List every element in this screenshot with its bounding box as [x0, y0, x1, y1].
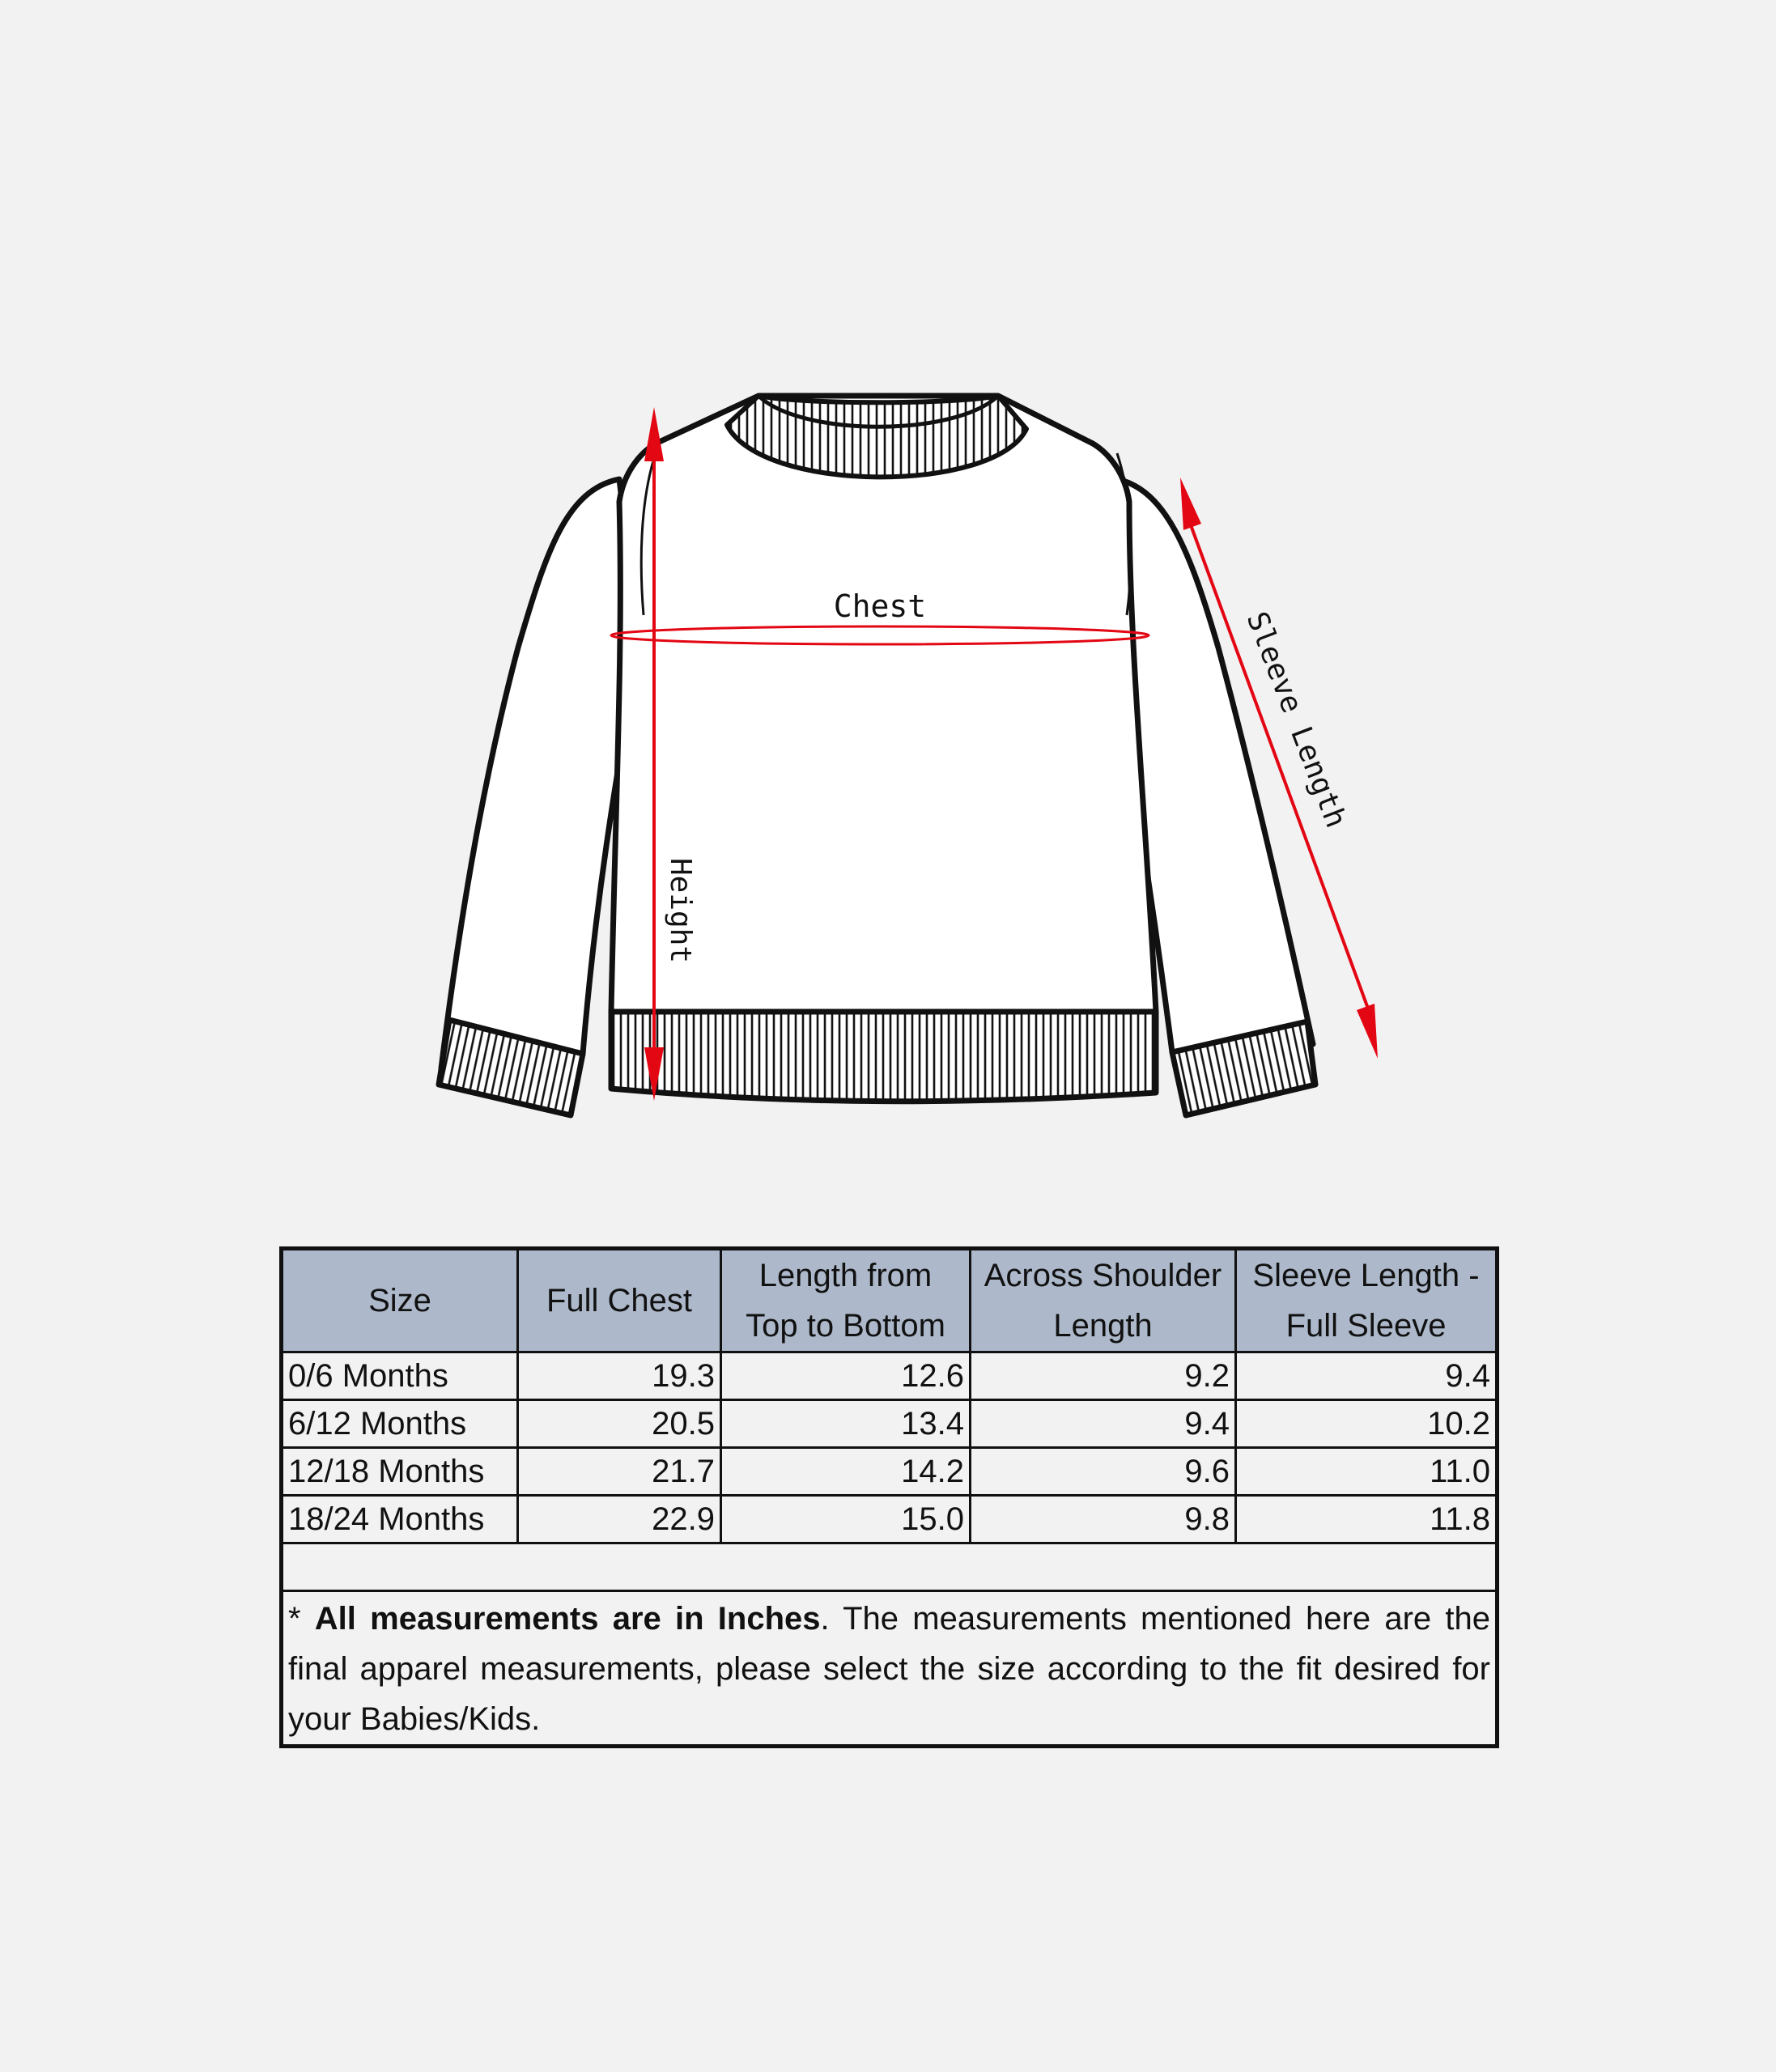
header-size: Size: [282, 1249, 518, 1352]
cell-length: 14.2: [721, 1448, 971, 1496]
sleeve-arrow-top-head: [1180, 478, 1201, 530]
cell-sleeve: 11.0: [1236, 1448, 1498, 1496]
header-full-chest: Full Chest: [518, 1249, 721, 1352]
cell-chest: 20.5: [518, 1400, 721, 1448]
table-blank-row: [282, 1543, 1498, 1591]
cell-shoulder: 9.6: [971, 1448, 1236, 1496]
table-row: [282, 1448, 1498, 1496]
header-across-shoulder: Across Shoulder Length: [971, 1249, 1236, 1352]
cell-length: 13.4: [721, 1400, 971, 1448]
header-length: Length from Top to Bottom: [721, 1249, 971, 1352]
waistband-rib: [611, 1012, 1156, 1102]
cell-sleeve: 11.8: [1236, 1496, 1498, 1543]
cell-length: 12.6: [721, 1352, 971, 1400]
table-row: [282, 1496, 1498, 1543]
cell-shoulder: 9.2: [971, 1352, 1236, 1400]
cell-sleeve: 10.2: [1236, 1400, 1498, 1448]
table-row: [282, 1400, 1498, 1448]
note-text: . The measurements mentioned here are the final apparel measurements, please select the size according to the fit desired for your Babies/Kids.: [288, 1601, 1490, 1737]
blank-cell: [282, 1543, 1498, 1591]
cell-shoulder: 9.4: [971, 1400, 1236, 1448]
cell-sleeve: 9.4: [1236, 1352, 1498, 1400]
cell-chest: 21.7: [518, 1448, 721, 1496]
header-sleeve-length: Sleeve Length - Full Sleeve: [1236, 1249, 1498, 1352]
cell-shoulder: 9.8: [971, 1496, 1236, 1543]
sleeve-arrow-bottom-head: [1357, 1004, 1378, 1059]
measurement-note: [282, 1591, 1498, 1747]
cell-size: 12/18 Months: [282, 1448, 518, 1496]
table-header-row: [282, 1249, 1498, 1352]
height-arrow-top-head: [644, 407, 664, 461]
cell-size: 6/12 Months: [282, 1400, 518, 1448]
cell-size: 18/24 Months: [282, 1496, 518, 1543]
table-row: [282, 1352, 1498, 1400]
note-prefix: *: [288, 1601, 315, 1637]
size-chart-table: [279, 1246, 1499, 1748]
cell-chest: 22.9: [518, 1496, 721, 1543]
height-label: Height: [664, 858, 697, 964]
cell-chest: 19.3: [518, 1352, 721, 1400]
chest-label: Chest: [833, 588, 927, 624]
note-bold-text: All measurements are in Inches: [314, 1601, 821, 1637]
sleeve-length-label: Sleeve Length: [1239, 607, 1353, 833]
cell-length: 15.0: [721, 1496, 971, 1543]
table-note-row: [282, 1591, 1498, 1747]
cell-size: 0/6 Months: [282, 1352, 518, 1400]
